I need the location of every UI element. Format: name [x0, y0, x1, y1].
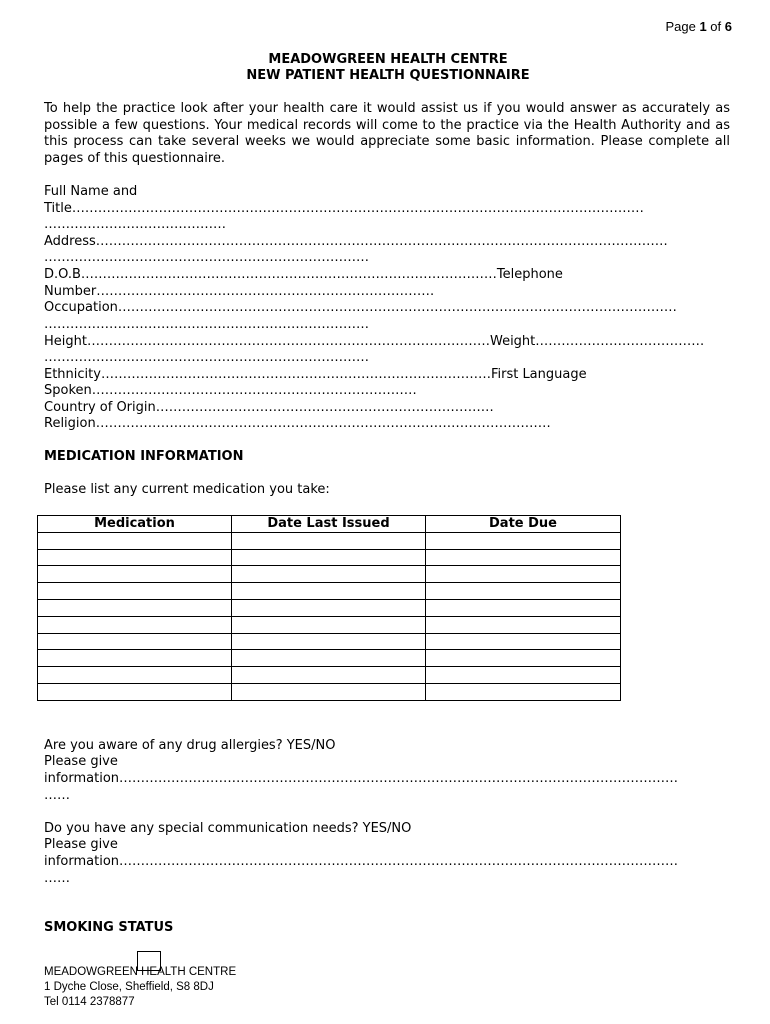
date-due-cell[interactable] — [426, 667, 621, 684]
date-due-cell[interactable] — [426, 616, 621, 633]
communication-information-line[interactable]: information………………………………………………………………………………………………………………… — [44, 854, 679, 869]
allergies-information-continuation[interactable]: …… — [44, 788, 70, 803]
date-due-cell[interactable] — [426, 566, 621, 583]
communication-information-continuation[interactable]: …… — [44, 871, 70, 886]
smoking-status-heading: SMOKING STATUS — [44, 920, 174, 935]
dob-telephone-line[interactable]: D.O.B……………………………………………………………………………………Telephone — [44, 267, 563, 282]
medication-heading: MEDICATION INFORMATION — [44, 449, 244, 464]
date-due-column-header: Date Due — [426, 516, 621, 533]
date-due-cell[interactable] — [426, 683, 621, 700]
table-row — [38, 549, 621, 566]
current-page-number: 1 — [699, 19, 707, 34]
questionnaire-title: NEW PATIENT HEALTH QUESTIONNAIRE — [246, 68, 530, 83]
date-due-cell[interactable] — [426, 549, 621, 566]
medication-column-header: Medication — [38, 516, 232, 533]
date-last-issued-cell[interactable] — [232, 667, 426, 684]
occupation-field-line[interactable]: Occupation………………………………………………………………………………………………………………… — [44, 300, 677, 315]
medication-table-header — [38, 516, 621, 533]
date-last-issued-column-header: Date Last Issued — [232, 516, 426, 533]
footer-telephone: Tel 0114 2378877 — [44, 996, 135, 1008]
full-name-label: Full Name and — [44, 184, 138, 199]
medication-prompt: Please list any current medication you take: — [44, 482, 330, 497]
date-due-cell[interactable] — [426, 633, 621, 650]
title-field-continuation[interactable]: …………………………………… — [44, 217, 226, 232]
drug-allergies-question: Are you aware of any drug allergies? YES/NO — [44, 738, 336, 753]
medication-table — [37, 515, 621, 701]
date-last-issued-cell[interactable] — [232, 599, 426, 616]
medication-cell[interactable] — [38, 633, 232, 650]
title-field-line[interactable]: Title…………………………………………………………………………………………………………………… — [44, 201, 644, 216]
date-due-cell[interactable] — [426, 650, 621, 667]
medication-cell[interactable] — [38, 566, 232, 583]
table-row — [38, 650, 621, 667]
allergies-information-line[interactable]: information………………………………………………………………………………………………………………… — [44, 771, 679, 786]
telephone-number-line[interactable]: Number…………………………………………………………………… — [44, 284, 435, 299]
page-of-word: of — [710, 19, 722, 34]
medication-cell[interactable] — [38, 616, 232, 633]
medication-cell[interactable] — [38, 683, 232, 700]
page-indicator — [665, 19, 732, 34]
total-pages-number: 6 — [724, 19, 732, 34]
medication-cell[interactable] — [38, 599, 232, 616]
communication-give-label: Please give — [44, 837, 118, 852]
date-last-issued-cell[interactable] — [232, 532, 426, 549]
table-row — [38, 683, 621, 700]
intro-paragraph: To help the practice look after your health care it would assist us if you would answer as accurately as possible a few questions. Your medical records will come to the practice via the Health Authority and as this process can take several weeks we would appreciate some basic information. Please complete all pages of this questionnaire. — [44, 101, 730, 166]
country-of-origin-line[interactable]: Country of Origin…………………………………………………………………… — [44, 400, 494, 415]
footer-address: 1 Dyche Close, Sheffield, S8 8DJ — [44, 981, 214, 993]
table-row — [38, 532, 621, 549]
date-last-issued-cell[interactable] — [232, 616, 426, 633]
medication-cell[interactable] — [38, 650, 232, 667]
practice-title: MEADOWGREEN HEALTH CENTRE — [268, 52, 508, 67]
date-last-issued-cell[interactable] — [232, 650, 426, 667]
date-last-issued-cell[interactable] — [232, 683, 426, 700]
page-prefix: Page — [665, 19, 696, 34]
allergies-give-label: Please give — [44, 754, 118, 769]
table-row — [38, 633, 621, 650]
table-row — [38, 616, 621, 633]
date-last-issued-cell[interactable] — [232, 549, 426, 566]
medication-cell[interactable] — [38, 583, 232, 600]
date-last-issued-cell[interactable] — [232, 566, 426, 583]
date-due-cell[interactable] — [426, 599, 621, 616]
medication-cell[interactable] — [38, 549, 232, 566]
table-row — [38, 599, 621, 616]
date-last-issued-cell[interactable] — [232, 633, 426, 650]
occupation-field-continuation[interactable]: ………………………………………………………………… — [44, 317, 369, 332]
weight-field-continuation[interactable]: ………………………………………………………………… — [44, 350, 369, 365]
date-due-cell[interactable] — [426, 532, 621, 549]
address-field-continuation[interactable]: ………………………………………………………………… — [44, 250, 369, 265]
ethnicity-language-line[interactable]: Ethnicity………………………………………………………………………………First Language — [44, 367, 587, 382]
language-spoken-line[interactable]: Spoken………………………………………………………………… — [44, 383, 417, 398]
medication-cell[interactable] — [38, 532, 232, 549]
height-weight-line[interactable]: Height…………………………………………………………………………………Weight………………………………… — [44, 334, 705, 349]
date-due-cell[interactable] — [426, 583, 621, 600]
footer-practice-name: MEADOWGREEN HEALTH CENTRE — [44, 966, 237, 978]
religion-field-line[interactable]: Religion…………………………………………………………………………………………… — [44, 416, 551, 431]
communication-needs-question: Do you have any special communication needs? YES/NO — [44, 821, 412, 836]
smoking-status-checkbox[interactable] — [137, 951, 161, 971]
table-row — [38, 583, 621, 600]
address-field-line[interactable]: Address…………………………………………………………………………………………………………………… — [44, 234, 668, 249]
medication-cell[interactable] — [38, 667, 232, 684]
date-last-issued-cell[interactable] — [232, 583, 426, 600]
table-row — [38, 667, 621, 684]
table-row — [38, 566, 621, 583]
